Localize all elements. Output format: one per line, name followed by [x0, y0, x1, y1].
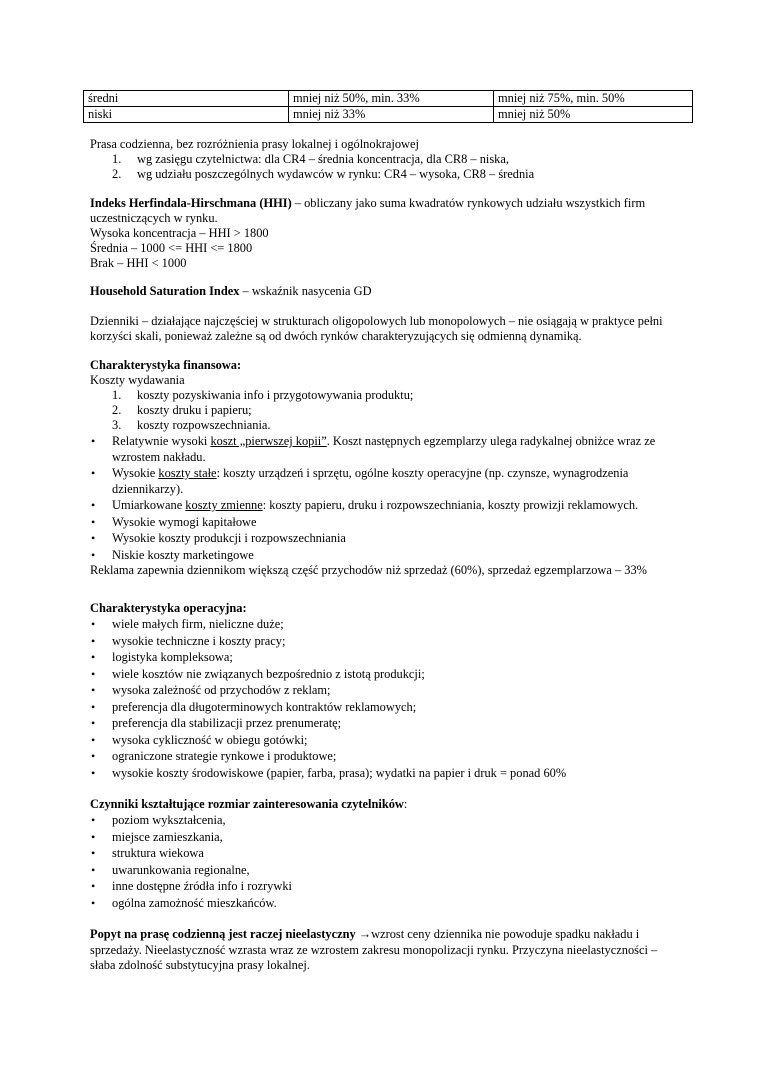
list-item — [90, 497, 675, 514]
table-cell: mniej niż 75%, min. 50% — [494, 91, 693, 107]
list-text: inne dostępne źródła info i rozrywki — [112, 879, 292, 893]
list-item — [90, 732, 675, 749]
list-text: : koszty urządzeń i sprzętu, ogólne koszty operacyjne (np. czynsze, wynagrodzenia dziennikarzy). — [112, 466, 629, 496]
list-text: Wysokie — [112, 466, 159, 480]
bullet-icon: • — [91, 547, 96, 562]
list-text: . Koszt następnych egzemplarzy ulega radykalnej obniżce wraz ze wzrostem nakładu. — [112, 434, 656, 464]
list-text: wg zasięgu czytelnictwa: dla CR4 – średnia koncentracja, dla CR8 – niska, — [137, 152, 509, 166]
list-item — [90, 829, 675, 846]
table-cell: mniej niż 50%, min. 33% — [289, 91, 494, 107]
demand-paragraph — [90, 927, 675, 974]
list-item — [90, 152, 675, 167]
list-text: koszty druku i papieru; — [137, 403, 252, 417]
list-item — [90, 812, 675, 829]
list-text: koszty pozyskiwania info i przygotowywania produktu; — [137, 388, 414, 402]
list-text: poziom wykształcenia, — [112, 813, 226, 827]
underlined-term: koszt „pierwszej kopii” — [210, 434, 327, 448]
table-cell: średni — [84, 91, 289, 107]
hhi-title: Indeks Herfindala-Hirschmana (HHI) — [90, 196, 292, 210]
list-item — [90, 862, 675, 879]
list-text: ogólna zamożność mieszkańców. — [112, 895, 277, 910]
list-text: wysoka zależność od przychodów z reklam; — [112, 683, 331, 697]
finance-section — [90, 358, 675, 578]
list-number: 1. — [112, 152, 122, 166]
bullet-icon: • — [91, 466, 96, 480]
list-item — [90, 649, 675, 666]
list-text: wysoka cykliczność w obiegu gotówki; — [112, 732, 308, 747]
list-text: logistyka kompleksowa; — [112, 650, 233, 664]
list-item — [90, 682, 675, 699]
costs-label: Koszty wydawania — [90, 373, 185, 387]
readers-heading — [90, 797, 675, 812]
list-text: wg udziału poszczególnych wydawców w rynku: CR4 – wysoka, CR8 – średnia — [137, 167, 535, 181]
list-number: 3. — [112, 418, 122, 432]
bullet-icon: • — [91, 732, 96, 747]
hhi-desc: – obliczany jako suma kwadratów rynkowych udziału wszystkich firm uczestniczących w rynku. — [90, 196, 646, 225]
readers-section — [90, 797, 675, 911]
list-item — [90, 433, 675, 465]
arrow-icon: → — [355, 927, 372, 941]
demand-section — [90, 927, 675, 974]
list-text: Relatywnie wysoki — [112, 434, 211, 448]
list-text: Wysokie koszty produkcji i rozpowszechniania — [112, 531, 346, 545]
bullet-icon: • — [91, 498, 96, 512]
bullet-icon: • — [91, 862, 96, 877]
list-number: 1. — [112, 388, 122, 402]
list-item — [90, 878, 675, 895]
press-list — [90, 152, 675, 182]
dzienniki-paragraph: Dzienniki – działające najczęściej w strukturach oligopolowych lub monopolowych – nie osiągają w praktyce pełni korzyści skali, ponieważ zależne są od dwóch rynków charakteryzujących się odmienną dynamiką. — [90, 314, 663, 343]
list-item — [90, 895, 675, 912]
table-row — [84, 91, 693, 107]
list-text: preferencja dla stabilizacji przez prenumeratę; — [112, 716, 342, 730]
demand-text: wzrost ceny dziennika nie powoduje spadku nakładu i sprzedaży. Nieelastyczność wzrasta wraz ze wzrostem zakresu monopolizacji rynku. Przyczyna nieelastyczności – słaba zdolność substytucyjna prasy lokalnej. — [90, 927, 658, 972]
list-text: koszty rozpowszechniania. — [137, 418, 271, 432]
list-text: ograniczone strategie rynkowe i produktowe; — [112, 749, 337, 763]
operational-heading: Charakterystyka operacyjna: — [90, 601, 247, 615]
list-text: Wysokie wymogi kapitałowe — [112, 514, 257, 529]
bullet-icon: • — [91, 514, 96, 529]
hhi-line: Wysoka koncentracja – HHI > 1800 — [90, 226, 269, 240]
bullet-icon: • — [91, 749, 96, 763]
concentration-table — [83, 90, 693, 123]
hhi-section — [90, 196, 675, 271]
list-text: : koszty papieru, druku i rozpowszechniania, koszty prowizji reklamowych. — [262, 498, 639, 512]
readers-list — [90, 812, 675, 911]
hhi-line: Brak – HHI < 1000 — [90, 256, 187, 270]
bullet-icon: • — [91, 829, 96, 844]
list-text: Niskie koszty marketingowe — [112, 547, 254, 562]
list-item — [90, 715, 675, 732]
bullet-icon: • — [91, 765, 96, 780]
operational-section — [90, 601, 675, 781]
finance-heading: Charakterystyka finansowa: — [90, 358, 242, 372]
list-item — [90, 530, 675, 547]
list-item — [90, 465, 675, 497]
bullet-icon: • — [91, 699, 96, 714]
list-item — [90, 699, 675, 716]
press-intro: Prasa codzienna, bez rozróżnienia prasy lokalnej i ogólnokrajowej — [90, 137, 419, 151]
list-number: 2. — [112, 167, 122, 181]
dzienniki-section — [90, 314, 675, 344]
list-text: wysokie techniczne i koszty pracy; — [112, 633, 286, 648]
list-item — [90, 765, 675, 782]
costs-list — [90, 388, 675, 433]
table-cell: mniej niż 50% — [494, 107, 693, 123]
list-text: miejsce zamieszkania, — [112, 829, 223, 844]
bullet-icon: • — [91, 650, 96, 664]
list-text: preferencja dla długoterminowych kontraktów reklamowych; — [112, 699, 417, 714]
list-number: 2. — [112, 403, 122, 417]
finance-bullets — [90, 433, 675, 563]
list-item — [90, 748, 675, 765]
finance-closing: Reklama zapewnia dziennikom większą część przychodów niż sprzedaż (60%), sprzedaż egzemplarzowa – 33% — [90, 563, 647, 577]
list-item — [90, 845, 675, 862]
bullet-icon: • — [91, 617, 96, 631]
list-item — [90, 167, 675, 182]
underlined-term: koszty stałe — [158, 466, 217, 480]
list-text: wysokie koszty środowiskowe (papier, farba, prasa); wydatki na papier i druk = ponad 60% — [112, 765, 567, 780]
list-text: uwarunkowania regionalne, — [112, 862, 250, 877]
bullet-icon: • — [91, 683, 96, 697]
list-text: wiele kosztów nie związanych bezpośrednio z istotą produkcji; — [112, 666, 425, 681]
hhi-line: Średnia – 1000 <= HHI <= 1800 — [90, 241, 253, 255]
bullet-icon: • — [91, 813, 96, 827]
bullet-icon: • — [91, 879, 96, 893]
table-cell: niski — [84, 107, 289, 123]
list-item — [90, 403, 675, 418]
hhi-definition — [90, 196, 675, 226]
hsi-definition — [90, 284, 675, 299]
list-item — [90, 666, 675, 683]
bullet-icon: • — [91, 716, 96, 730]
list-text: wiele małych firm, nieliczne duże; — [112, 617, 284, 631]
list-item — [90, 388, 675, 403]
table-cell: mniej niż 33% — [289, 107, 494, 123]
list-text: Umiarkowane — [112, 498, 186, 512]
operational-list — [90, 616, 675, 781]
list-item — [90, 633, 675, 650]
list-item — [90, 547, 675, 564]
list-item — [90, 418, 675, 433]
hsi-title: Household Saturation Index — [90, 284, 240, 298]
bullet-icon: • — [91, 434, 96, 448]
bullet-icon: • — [91, 531, 96, 545]
bullet-icon: • — [91, 666, 96, 681]
table-row — [84, 107, 693, 123]
list-item — [90, 514, 675, 531]
demand-bold: Popyt na prasę codzienną jest raczej nieelastyczny — [90, 927, 356, 941]
readers-title: Czynniki kształtujące rozmiar zainteresowania czytelników — [90, 797, 404, 811]
press-section — [90, 137, 675, 182]
bullet-icon: • — [91, 633, 96, 648]
bullet-icon: • — [91, 895, 96, 910]
list-item — [90, 616, 675, 633]
bullet-icon: • — [91, 846, 96, 860]
list-text: struktura wiekowa — [112, 846, 204, 860]
underlined-term: koszty zmienne — [185, 498, 263, 512]
readers-colon: : — [403, 797, 408, 811]
hsi-section — [90, 284, 675, 299]
hsi-desc: – wskaźnik nasycenia GD — [239, 284, 372, 298]
